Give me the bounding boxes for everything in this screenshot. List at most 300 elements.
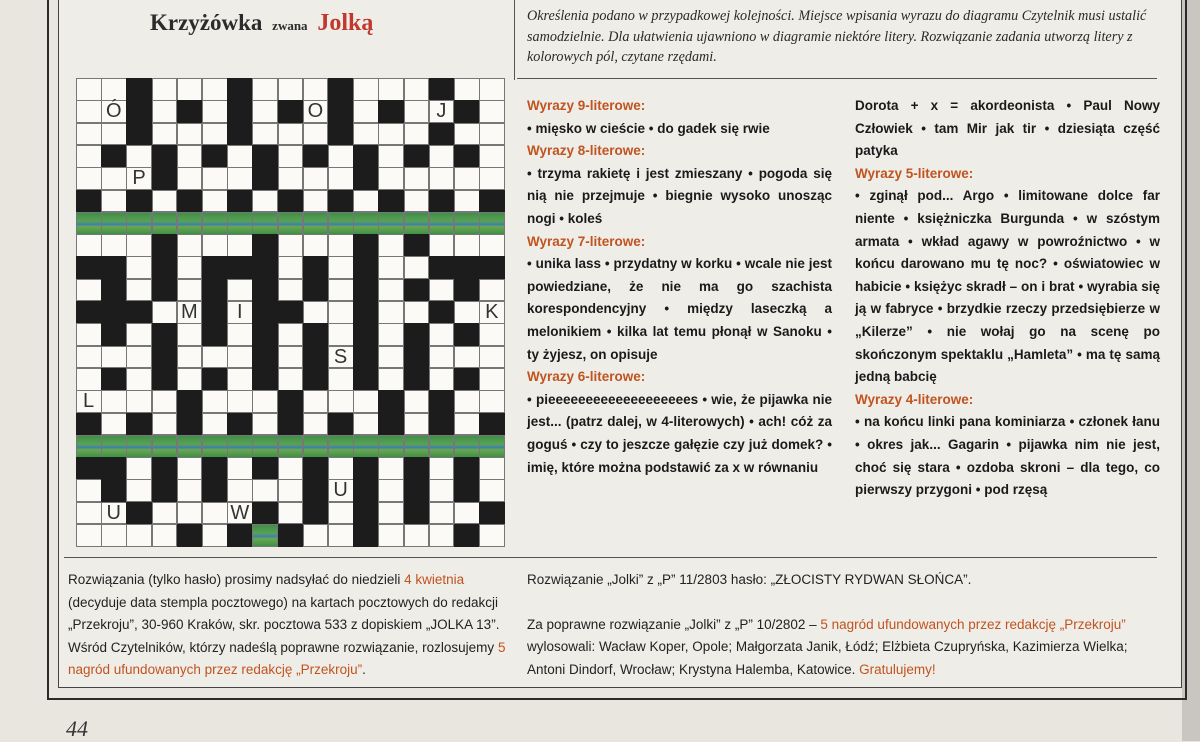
grid-cell — [177, 457, 203, 480]
black-cell — [404, 346, 430, 369]
black-cell — [252, 368, 278, 391]
black-cell — [152, 234, 178, 257]
grid-cell — [101, 190, 127, 213]
colored-cell — [252, 524, 278, 547]
black-cell — [404, 368, 430, 391]
grid-cell — [101, 167, 127, 190]
black-cell — [303, 346, 329, 369]
black-cell — [303, 256, 329, 279]
black-cell — [152, 346, 178, 369]
grid-cell — [278, 78, 304, 101]
black-cell — [101, 457, 127, 480]
grid-cell — [101, 524, 127, 547]
black-cell — [152, 256, 178, 279]
grid-cell — [378, 346, 404, 369]
grid-cell — [479, 145, 505, 168]
grid-cell — [202, 190, 228, 213]
grid-cell — [479, 234, 505, 257]
clue-heading: Wyrazy 9-literowe: — [527, 98, 646, 113]
revealed-letter: U — [333, 479, 348, 502]
black-cell — [353, 457, 379, 480]
grid-cell — [429, 323, 455, 346]
grid-cell — [278, 346, 304, 369]
colored-cell — [278, 435, 304, 458]
grid-cell — [252, 190, 278, 213]
grid-cell — [227, 368, 253, 391]
black-cell — [353, 368, 379, 391]
black-cell — [429, 390, 455, 413]
black-cell — [101, 479, 127, 502]
grid-cell — [328, 457, 354, 480]
colored-cell — [378, 212, 404, 235]
footer-left-text3: . — [362, 662, 366, 677]
revealed-letter: L — [83, 390, 95, 413]
grid-cell — [303, 301, 329, 324]
grid-cell — [152, 413, 178, 436]
black-cell — [126, 413, 152, 436]
grid-cell — [202, 346, 228, 369]
grid-cell — [152, 390, 178, 413]
clue-text: • pieeeeeeeeeeeeeeeeeees • wie, że pijawka nie jest... (patrz dalej, w 4-literowych) • ach! cóż za goguś • czy to jeszcze gałęzie czy już domek? • imię, które można podstawić za x w równaniu — [527, 391, 832, 475]
grid-cell — [177, 78, 203, 101]
footer-results — [527, 569, 1157, 681]
black-cell — [353, 346, 379, 369]
grid-cell — [303, 413, 329, 436]
black-cell — [202, 457, 228, 480]
colored-cell — [126, 435, 152, 458]
clue-heading: Wyrazy 5-literowe: — [855, 165, 974, 181]
grid-cell — [101, 78, 127, 101]
grid-cell — [378, 524, 404, 547]
clue-heading: Wyrazy 4-literowe: — [855, 391, 974, 407]
grid-cell — [303, 190, 329, 213]
grid-cell — [152, 524, 178, 547]
black-cell — [101, 368, 127, 391]
grid-cell — [454, 390, 480, 413]
grid-cell — [328, 301, 354, 324]
black-cell — [328, 123, 354, 146]
black-cell — [404, 234, 430, 257]
black-cell — [353, 234, 379, 257]
grid-cell — [328, 323, 354, 346]
grid-cell — [303, 167, 329, 190]
grid-cell — [479, 100, 505, 123]
grid-cell — [202, 524, 228, 547]
black-cell — [202, 256, 228, 279]
black-cell — [404, 145, 430, 168]
black-cell — [353, 524, 379, 547]
grid-cell — [227, 346, 253, 369]
black-cell — [303, 479, 329, 502]
crossword-grid — [76, 78, 505, 546]
colored-cell — [76, 435, 102, 458]
grid-cell — [353, 123, 379, 146]
grid-cell — [353, 190, 379, 213]
winners-text1: Za poprawne rozwiązanie „Jolki” z „P” 10/2802 – — [527, 616, 821, 632]
black-cell — [429, 301, 455, 324]
black-cell — [454, 100, 480, 123]
grid-cell — [429, 368, 455, 391]
grid-cell — [479, 524, 505, 547]
grid-cell — [202, 78, 228, 101]
black-cell — [76, 457, 102, 480]
grid-cell — [378, 167, 404, 190]
black-cell — [252, 234, 278, 257]
black-cell — [202, 323, 228, 346]
grid-cell — [76, 323, 102, 346]
grid-cell — [126, 234, 152, 257]
grid-cell — [303, 123, 329, 146]
winners-names: wylosowali: Wacław Koper, Opole; Małgorzata Janik, Łódź; Elżbieta Czupryńska, Kazimierza Wielka; Antoni Dindorf, Wrocław; Krystyna Halemba, Katowice. — [527, 639, 1128, 677]
grid-cell — [177, 502, 203, 525]
grid-cell — [278, 167, 304, 190]
colored-cell — [429, 212, 455, 235]
grid-cell — [378, 123, 404, 146]
black-cell — [429, 190, 455, 213]
colored-cell — [177, 435, 203, 458]
grid-cell — [76, 167, 102, 190]
grid-cell — [252, 100, 278, 123]
grid-cell — [227, 145, 253, 168]
black-cell — [202, 368, 228, 391]
black-cell — [252, 279, 278, 302]
colored-cell — [404, 212, 430, 235]
black-cell — [454, 145, 480, 168]
grid-cell — [429, 234, 455, 257]
black-cell — [177, 524, 203, 547]
black-cell — [152, 167, 178, 190]
grid-cell — [303, 390, 329, 413]
grid-cell — [479, 78, 505, 101]
black-cell — [278, 390, 304, 413]
black-cell — [328, 78, 354, 101]
black-cell — [454, 457, 480, 480]
revealed-letter: M — [181, 301, 198, 323]
grid-cell — [479, 167, 505, 190]
black-cell — [303, 457, 329, 480]
black-cell — [303, 279, 329, 302]
grid-cell — [227, 457, 253, 480]
black-cell — [328, 413, 354, 436]
black-cell — [227, 190, 253, 213]
page-title — [150, 10, 373, 37]
black-cell — [252, 323, 278, 346]
grid-cell — [429, 167, 455, 190]
black-cell — [303, 323, 329, 346]
black-cell — [252, 502, 278, 525]
grid-cell — [479, 346, 505, 369]
colored-cell — [328, 212, 354, 235]
grid-cell — [378, 323, 404, 346]
black-cell — [177, 390, 203, 413]
grid-cell — [76, 123, 102, 146]
grid-cell — [101, 123, 127, 146]
revealed-letter: J — [436, 100, 447, 123]
black-cell — [353, 301, 379, 324]
grid-cell — [353, 413, 379, 436]
grid-cell — [353, 390, 379, 413]
black-cell — [479, 413, 505, 436]
grid-cell — [328, 234, 354, 257]
previous-answer: Rozwiązanie „Jolki” z „P” 11/2803 hasło: „ZŁOCISTY RYDWAN SŁOŃCA”. — [527, 572, 972, 587]
colored-cell — [76, 212, 102, 235]
black-cell — [227, 524, 253, 547]
black-cell — [404, 479, 430, 502]
grid-cell — [404, 123, 430, 146]
grid-cell — [328, 145, 354, 168]
grid-cell — [202, 234, 228, 257]
black-cell — [76, 256, 102, 279]
black-cell — [404, 279, 430, 302]
clue-heading: Wyrazy 8-literowe: — [527, 143, 646, 159]
winners-prize: 5 nagród ufundowanych przez redakcję „Przekroju” — [820, 616, 1126, 632]
black-cell — [101, 145, 127, 168]
grid-cell — [76, 346, 102, 369]
colored-cell — [328, 435, 354, 458]
black-cell — [227, 123, 253, 146]
clue-heading: Wyrazy 6-literowe: — [527, 369, 646, 385]
grid-cell — [328, 524, 354, 547]
black-cell — [76, 301, 102, 324]
grid-cell — [227, 323, 253, 346]
black-cell — [404, 502, 430, 525]
grid-cell — [76, 479, 102, 502]
black-cell — [101, 301, 127, 324]
black-cell — [378, 390, 404, 413]
grid-cell — [328, 368, 354, 391]
grid-cell — [126, 368, 152, 391]
revealed-letter: I — [237, 301, 243, 323]
grid-cell — [76, 145, 102, 168]
colored-cell — [353, 435, 379, 458]
grid-cell — [303, 524, 329, 547]
grid-cell — [353, 78, 379, 101]
grid-cell — [278, 234, 304, 257]
title-small: zwana — [272, 18, 308, 33]
colored-cell — [177, 212, 203, 235]
grid-cell — [76, 100, 102, 123]
grid-cell — [278, 279, 304, 302]
grid-cell — [479, 323, 505, 346]
grid-cell — [404, 256, 430, 279]
grid-cell — [101, 390, 127, 413]
grid-cell — [76, 234, 102, 257]
grid-cell — [177, 256, 203, 279]
black-cell — [227, 100, 253, 123]
black-cell — [303, 368, 329, 391]
black-cell — [404, 323, 430, 346]
black-cell — [454, 524, 480, 547]
grid-cell — [429, 457, 455, 480]
grid-cell — [126, 524, 152, 547]
colored-cell — [252, 435, 278, 458]
colored-cell — [278, 212, 304, 235]
grid-cell — [454, 78, 480, 101]
grid-cell — [126, 256, 152, 279]
grid-cell — [479, 123, 505, 146]
grid-cell — [177, 346, 203, 369]
grid-cell — [126, 457, 152, 480]
grid-cell — [353, 100, 379, 123]
grid-cell — [278, 145, 304, 168]
black-cell — [429, 256, 455, 279]
colored-cell — [378, 435, 404, 458]
black-cell — [328, 100, 354, 123]
grid-cell — [303, 234, 329, 257]
grid-cell — [227, 279, 253, 302]
black-cell — [479, 190, 505, 213]
colored-cell — [227, 435, 253, 458]
grid-cell — [404, 390, 430, 413]
black-cell — [429, 413, 455, 436]
grid-cell — [76, 368, 102, 391]
grid-cell — [278, 123, 304, 146]
black-cell — [378, 413, 404, 436]
grid-cell — [328, 502, 354, 525]
black-cell — [126, 190, 152, 213]
page-number: 44 — [66, 716, 88, 741]
grid-cell — [429, 279, 455, 302]
winners-text — [527, 614, 1157, 682]
colored-cell — [429, 435, 455, 458]
grid-cell — [152, 123, 178, 146]
grid-cell — [429, 145, 455, 168]
grid-cell — [278, 256, 304, 279]
black-cell — [378, 190, 404, 213]
grid-cell — [252, 123, 278, 146]
black-cell — [454, 279, 480, 302]
grid-cell — [252, 78, 278, 101]
grid-cell — [202, 167, 228, 190]
grid-cell — [152, 190, 178, 213]
black-cell — [152, 479, 178, 502]
revealed-letter: W — [230, 501, 250, 524]
grid-cell — [278, 368, 304, 391]
grid-cell — [378, 479, 404, 502]
title-accent: Jolką — [317, 10, 374, 36]
footer-rule — [64, 557, 1157, 558]
grid-cell — [126, 479, 152, 502]
grid-cell — [278, 479, 304, 502]
grid-cell — [126, 323, 152, 346]
colored-cell — [202, 212, 228, 235]
black-cell — [378, 100, 404, 123]
revealed-letter: O — [307, 100, 324, 123]
grid-cell — [227, 167, 253, 190]
black-cell — [278, 524, 304, 547]
black-cell — [126, 78, 152, 101]
black-cell — [353, 145, 379, 168]
black-cell — [454, 368, 480, 391]
clue-text: • zginął pod... Argo • limitowane dolce far niente • księżniczka Burgunda • w szóstym armata • wkład agawy w powroźnictwo • w końcu darowano mu tę noc? • oświatowiec w habicie • księżyc skradł – on i brat • wyrabia się ją w fabryce • brzydkie rzeczy przedsiębierze w „Kilerze” • nie wołaj go na scenę po skończonym spektaklu „Hamleta” • ma tę samą jedną babcię — [855, 188, 1160, 385]
revealed-letter: P — [132, 167, 146, 190]
black-cell — [227, 256, 253, 279]
black-cell — [252, 145, 278, 168]
black-cell — [152, 279, 178, 302]
intro-text: Określenia podano w przypadkowej kolejności. Miejsce wpisania wyrazu do diagramu Czytelnik musi ustalić samodzielnie. Dla ułatwienia ujawniono w diagramie niektóre litery. Rozwiązanie zadania utworzą litery z kolorowych pól, czytane rzędami. — [527, 8, 1147, 65]
black-cell — [152, 145, 178, 168]
grid-cell — [404, 190, 430, 213]
grid-cell — [177, 234, 203, 257]
colored-cell — [404, 435, 430, 458]
black-cell — [76, 190, 102, 213]
grid-cell — [479, 457, 505, 480]
grid-cell — [404, 78, 430, 101]
grid-cell — [454, 413, 480, 436]
colored-cell — [101, 212, 127, 235]
colored-cell — [454, 435, 480, 458]
grid-cell — [479, 279, 505, 302]
colored-cell — [353, 212, 379, 235]
grid-cell — [101, 346, 127, 369]
colored-cell — [252, 212, 278, 235]
black-cell — [177, 413, 203, 436]
grid-cell — [303, 78, 329, 101]
black-cell — [202, 479, 228, 502]
grid-cell — [429, 502, 455, 525]
grid-cell — [76, 279, 102, 302]
grid-cell — [328, 167, 354, 190]
congratulations: Gratulujemy! — [859, 661, 936, 677]
grid-cell — [177, 279, 203, 302]
black-cell — [126, 123, 152, 146]
grid-cell — [126, 145, 152, 168]
black-cell — [303, 145, 329, 168]
colored-cell — [227, 212, 253, 235]
colored-cell — [152, 212, 178, 235]
black-cell — [126, 502, 152, 525]
black-cell — [278, 413, 304, 436]
grid-cell — [278, 457, 304, 480]
grid-cell — [76, 502, 102, 525]
colored-cell — [303, 435, 329, 458]
grid-cell — [152, 78, 178, 101]
black-cell — [303, 502, 329, 525]
grid-cell — [378, 502, 404, 525]
grid-cell — [101, 234, 127, 257]
grid-cell — [454, 190, 480, 213]
grid-cell — [227, 234, 253, 257]
grid-cell — [378, 457, 404, 480]
grid-cell — [152, 301, 178, 324]
black-cell — [227, 413, 253, 436]
grid-cell — [152, 100, 178, 123]
grid-cell — [328, 390, 354, 413]
colored-cell — [101, 435, 127, 458]
black-cell — [353, 502, 379, 525]
grid-cell — [126, 346, 152, 369]
black-cell — [202, 279, 228, 302]
grid-cell — [177, 167, 203, 190]
black-cell — [227, 78, 253, 101]
grid-cell — [227, 390, 253, 413]
clue-text: Dorota + x = akordeonista • Paul Nowy Człowiek • tam Mir jak tir • dziesiąta część patyka — [855, 98, 1160, 159]
grid-cell — [252, 479, 278, 502]
black-cell — [278, 100, 304, 123]
grid-cell — [378, 256, 404, 279]
footer-left-text2: (decyduje data stempla pocztowego) na kartach pocztowych do redakcji „Przekroju”, 30-960 Kraków, skr. pocztowa 533 z dopiskiem „JOLKA 13”. Wśród Czytelników, którzy nadeślą poprawne rozwiązanie, rozlosujemy — [68, 594, 500, 655]
grid-cell — [454, 502, 480, 525]
grid-cell — [378, 368, 404, 391]
grid-cell — [328, 256, 354, 279]
black-cell — [429, 78, 455, 101]
grid-cell — [252, 390, 278, 413]
black-cell — [353, 167, 379, 190]
column-divider — [514, 0, 515, 80]
grid-cell — [479, 390, 505, 413]
grid-cell — [378, 78, 404, 101]
black-cell — [177, 190, 203, 213]
